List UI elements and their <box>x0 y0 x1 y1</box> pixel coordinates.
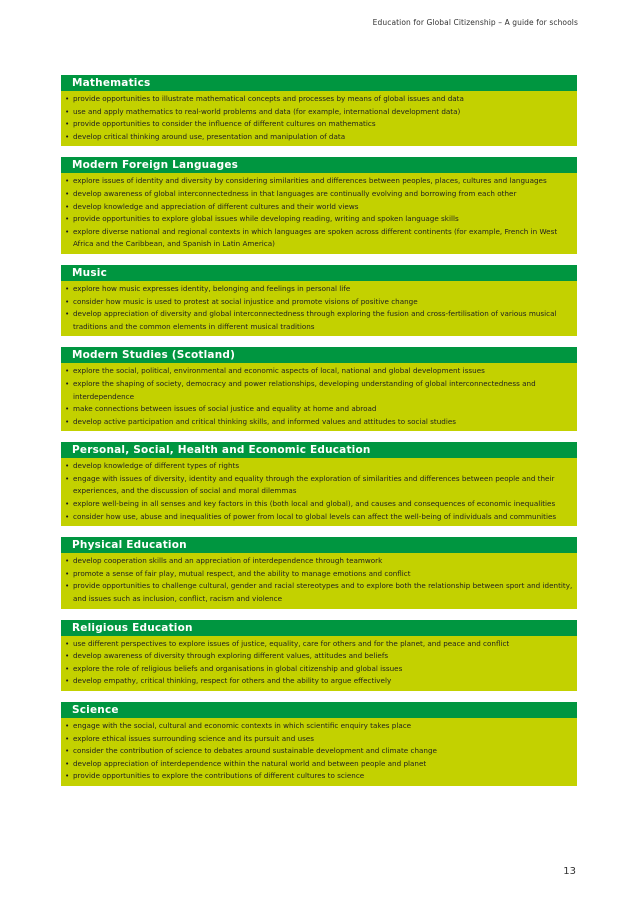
section-title: Music <box>61 265 577 281</box>
bullet-item: • explore diverse national and regional contexts in which languages are spoken across different continents (for example, French in West Africa and the Caribbean, and Spanish in Latin America) <box>65 226 573 251</box>
bullet-item: • consider how music is used to protest at social injustice and promote visions of positive change <box>65 296 573 309</box>
bullet-item: • consider how use, abuse and inequalities of power from local to global levels can affect the well-being of individuals and communities <box>65 511 573 524</box>
section-content <box>61 553 577 608</box>
subject-sections <box>61 75 577 797</box>
section-title: Mathematics <box>61 75 577 91</box>
bullet-item: • promote a sense of fair play, mutual respect, and the ability to manage emotions and conflict <box>65 568 573 581</box>
bullet-item: • provide opportunities to explore the contributions of different cultures to science <box>65 770 573 783</box>
bullet-item: • use different perspectives to explore issues of justice, equality, care for others and for the planet, and peace and conflict <box>65 638 573 651</box>
section-title: Physical Education <box>61 537 577 553</box>
subject-section <box>61 265 577 336</box>
bullet-item: • explore the role of religious beliefs and organisations in global citizenship and global issues <box>65 663 573 676</box>
subject-section <box>61 537 577 608</box>
bullet-item: • provide opportunities to challenge cultural, gender and racial stereotypes and to explore both the relationship between sport and identity, and issues such as inclusion, conflict, racism and violence <box>65 580 573 605</box>
bullet-item: • engage with issues of diversity, identity and equality through the exploration of similarities and differences between people and their experiences, and the discussion of social and moral dilemmas <box>65 473 573 498</box>
bullet-item: • develop critical thinking around use, presentation and manipulation of data <box>65 131 573 144</box>
subject-section <box>61 157 577 254</box>
bullet-item: • develop empathy, critical thinking, respect for others and the ability to argue effectively <box>65 675 573 688</box>
subject-section <box>61 442 577 526</box>
bullet-item: • explore how music expresses identity, belonging and feelings in personal life <box>65 283 573 296</box>
bullet-item: • develop awareness of global interconnectedness in that languages are continually evolving and borrowing from each other <box>65 188 573 201</box>
bullet-item: • develop knowledge and appreciation of different cultures and their world views <box>65 201 573 214</box>
bullet-item: • develop cooperation skills and an appreciation of interdependence through teamwork <box>65 555 573 568</box>
subject-section <box>61 75 577 146</box>
bullet-item: • develop active participation and critical thinking skills, and informed values and attitudes to social studies <box>65 416 573 429</box>
section-title: Personal, Social, Health and Economic Education <box>61 442 577 458</box>
bullet-item: • provide opportunities to explore global issues while developing reading, writing and spoken language skills <box>65 213 573 226</box>
subject-section <box>61 620 577 691</box>
bullet-item: • engage with the social, cultural and economic contexts in which scientific enquiry takes place <box>65 720 573 733</box>
section-content <box>61 91 577 146</box>
bullet-item: • develop knowledge of different types of rights <box>65 460 573 473</box>
section-content <box>61 718 577 786</box>
bullet-item: • provide opportunities to illustrate mathematical concepts and processes by means of global issues and data <box>65 93 573 106</box>
bullet-item: • make connections between issues of social justice and equality at home and abroad <box>65 403 573 416</box>
bullet-item: • explore issues of identity and diversity by considering similarities and differences between peoples, places, cultures and languages <box>65 175 573 188</box>
bullet-item: • explore the social, political, environmental and economic aspects of local, national and global development issues <box>65 365 573 378</box>
bullet-item: • develop appreciation of interdependence within the natural world and between people and planet <box>65 758 573 771</box>
bullet-item: • provide opportunities to consider the influence of different cultures on mathematics <box>65 118 573 131</box>
section-title: Modern Foreign Languages <box>61 157 577 173</box>
section-content <box>61 458 577 526</box>
subject-section <box>61 702 577 786</box>
section-content <box>61 363 577 431</box>
bullet-item: • develop appreciation of diversity and global interconnectedness through exploring the fusion and cross-fertilisation of various musical traditions and the common elements in different musical traditions <box>65 308 573 333</box>
section-content <box>61 636 577 691</box>
bullet-item: • explore ethical issues surrounding science and its pursuit and uses <box>65 733 573 746</box>
bullet-item: • use and apply mathematics to real-world problems and data (for example, international development data) <box>65 106 573 119</box>
section-title: Modern Studies (Scotland) <box>61 347 577 363</box>
section-title: Science <box>61 702 577 718</box>
section-content <box>61 173 577 254</box>
section-title: Religious Education <box>61 620 577 636</box>
subject-section <box>61 347 577 431</box>
running-header: Education for Global Citizenship – A guide for schools <box>372 18 578 27</box>
bullet-item: • explore the shaping of society, democracy and power relationships, developing understanding of global interconnectedness and interdependence <box>65 378 573 403</box>
section-content <box>61 281 577 336</box>
bullet-item: • consider the contribution of science to debates around sustainable development and climate change <box>65 745 573 758</box>
bullet-item: • develop awareness of diversity through exploring different values, attitudes and beliefs <box>65 650 573 663</box>
bullet-item: • explore well-being in all senses and key factors in this (both local and global), and causes and consequences of economic inequalities <box>65 498 573 511</box>
page-number: 13 <box>563 866 576 877</box>
